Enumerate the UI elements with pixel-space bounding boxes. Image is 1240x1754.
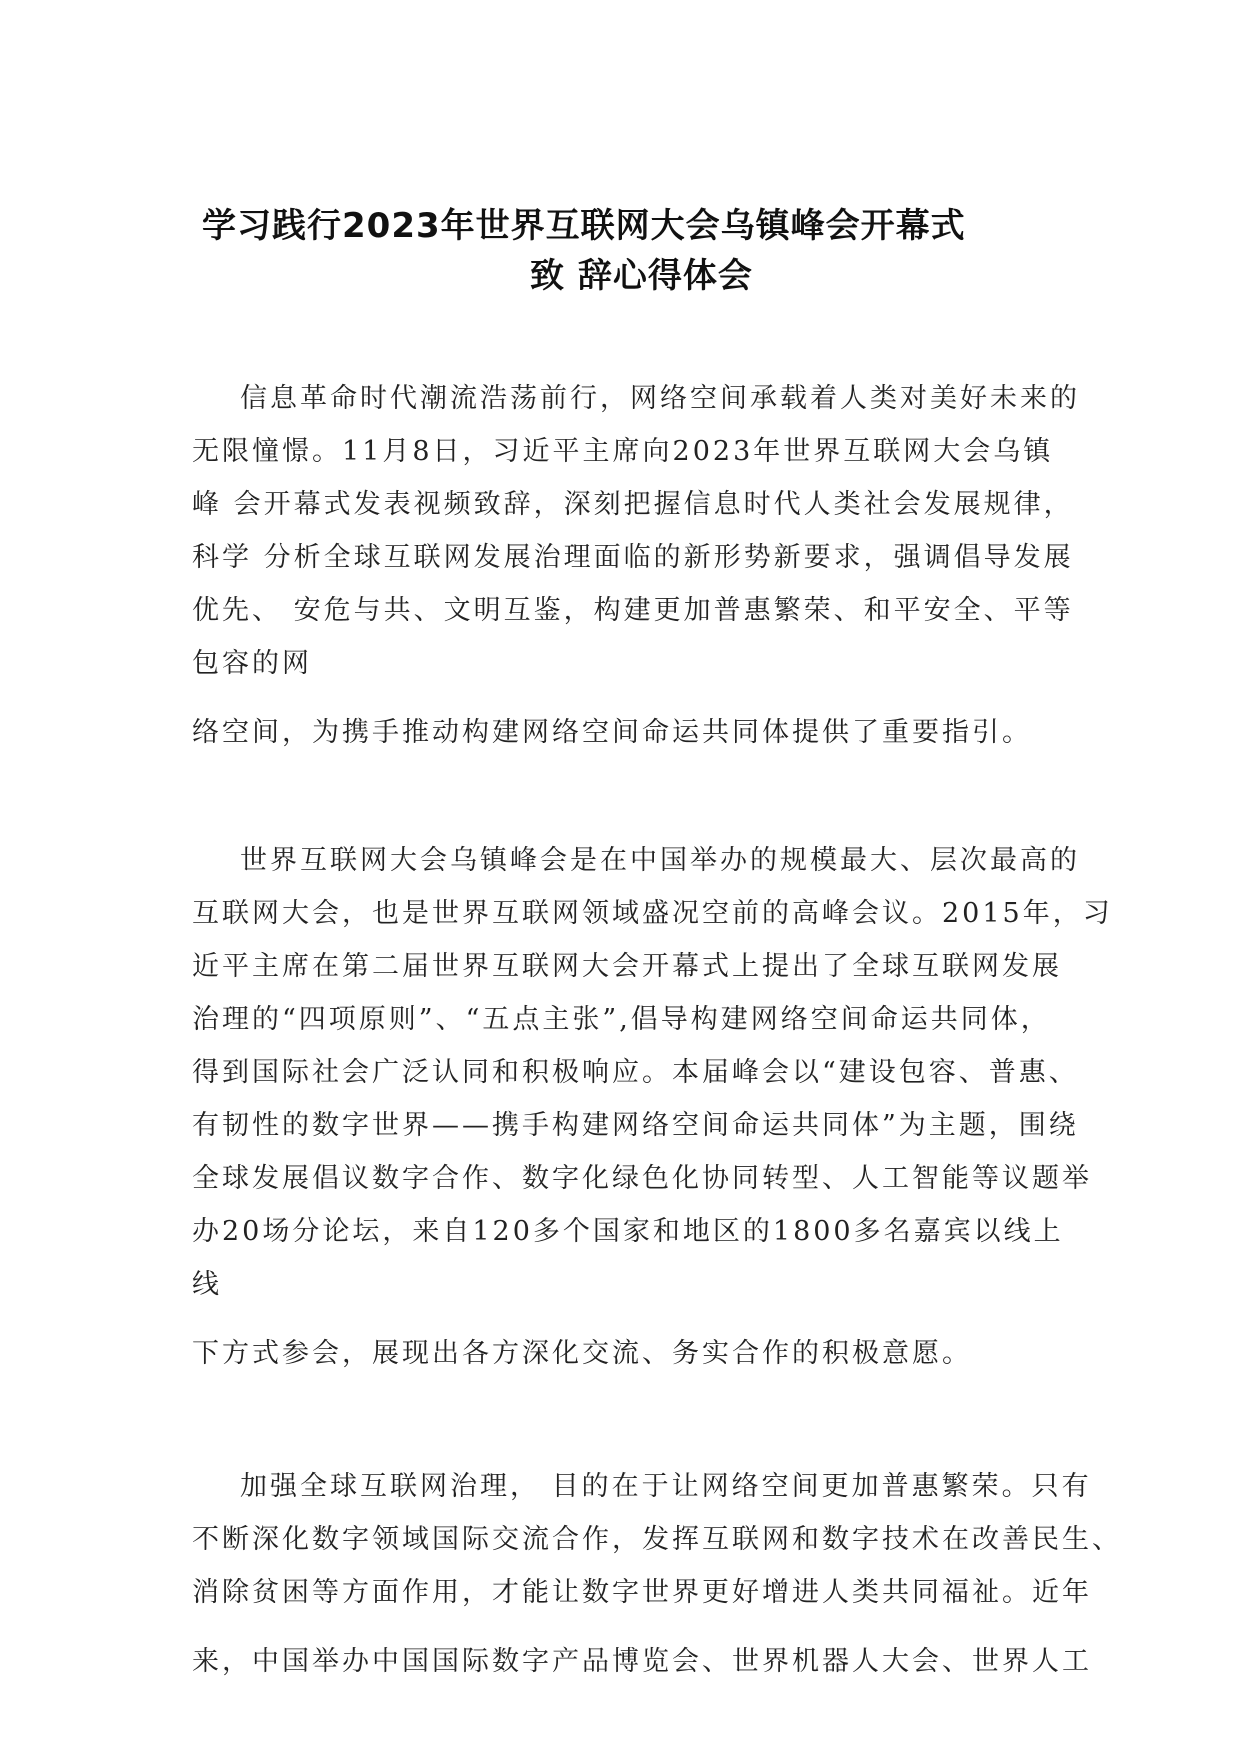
paragraph-1-line-2: 无限憧憬。11月8日，习近平主席向2023年世界互联网大会乌镇 [192, 436, 1054, 467]
paragraph-1-line-6: 包容的网 [192, 648, 312, 679]
paragraph-2-line-9: 线 [192, 1269, 222, 1300]
paragraph-1-line-5: 优先、 安危与共、文明互鉴，构建更加普惠繁荣、和平安全、平等 [192, 595, 1074, 626]
paragraph-1-line-3: 峰 会开幕式发表视频致辞，深刻把握信息时代人类社会发展规律， [192, 489, 1074, 520]
paragraph-3-line-1: 加强全球互联网治理， 目的在于让网络空间更加普惠繁荣。只有 [240, 1471, 1092, 1502]
paragraph-2-line-6: 有韧性的数字世界——携手构建网络空间命运共同体”为主题，围绕 [192, 1110, 1079, 1141]
paragraph-1-line-4: 科学 分析全球互联网发展治理面临的新形势新要求，强调倡导发展 [192, 542, 1074, 573]
paragraph-2-line-7: 全球发展倡议数字合作、数字化绿色化协同转型、人工智能等议题举 [192, 1163, 1092, 1194]
document-title-line-2: 致 辞心得体会 [530, 256, 753, 296]
paragraph-2-line-10: 下方式参会，展现出各方深化交流、务实合作的积极意愿。 [192, 1338, 972, 1369]
paragraph-2-line-5: 得到国际社会广泛认同和积极响应。本届峰会以“建设包容、普惠、 [192, 1057, 1079, 1088]
paragraph-3-line-2: 不断深化数字领域国际交流合作，发挥互联网和数字技术在改善民生、 [192, 1524, 1122, 1555]
paragraph-2-line-4: 治理的“四项原则”、“五点主张”,倡导构建网络空间命运共同体， [192, 1004, 1051, 1035]
paragraph-2-line-3: 近平主席在第二届世界互联网大会开幕式上提出了全球互联网发展 [192, 951, 1062, 982]
paragraph-1-line-1: 信息革命时代潮流浩荡前行，网络空间承载着人类对美好未来的 [240, 383, 1080, 414]
paragraph-3-line-3: 消除贫困等方面作用，才能让数字世界更好增进人类共同福祉。近年 [192, 1577, 1092, 1608]
paragraph-2-line-1: 世界互联网大会乌镇峰会是在中国举办的规模最大、层次最高的 [240, 845, 1080, 876]
document-title-line-1: 学习践行2023年世界互联网大会乌镇峰会开幕式 [202, 206, 966, 246]
paragraph-2-line-8: 办20场分论坛，来自120多个国家和地区的1800多名嘉宾以线上 [192, 1216, 1064, 1247]
paragraph-2-line-2: 互联网大会，也是世界互联网领域盛况空前的高峰会议。2015年，习 [192, 898, 1113, 929]
paragraph-1-line-7: 络空间，为携手推动构建网络空间命运共同体提供了重要指引。 [192, 717, 1032, 748]
paragraph-3-line-4: 来，中国举办中国国际数字产品博览会、世界机器人大会、世界人工 [192, 1646, 1092, 1677]
